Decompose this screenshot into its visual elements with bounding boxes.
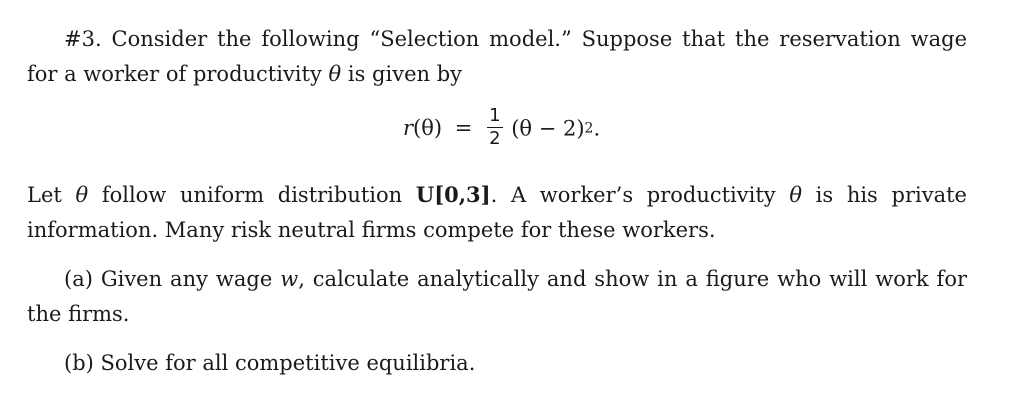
eq-fraction — [487, 106, 502, 149]
eq-denominator: 2 — [489, 128, 501, 149]
part-b-text: (b) Solve for all competitive equilibria. — [64, 351, 476, 375]
part-a-2: , calculate analytically and show in a figure who will work for the firms. — [27, 267, 967, 326]
dist-u: U — [415, 182, 435, 207]
part-b — [27, 346, 967, 381]
intro-tail: is given by — [347, 62, 463, 86]
eq-exponent: 2 — [584, 120, 594, 137]
eq-r: r — [403, 115, 414, 140]
eq-rhs — [511, 115, 600, 141]
eq-numerator: 1 — [489, 105, 501, 126]
dist-interval: [0,3] — [434, 182, 491, 207]
theta-symbol-2: θ — [75, 183, 89, 207]
part-a — [27, 262, 967, 332]
eq-period: . — [593, 116, 601, 141]
para2-a: Let — [27, 183, 62, 207]
wage-symbol: w — [280, 267, 299, 291]
para2-c: . A worker’s productivity — [490, 183, 776, 207]
eq-arg: (θ) — [413, 115, 443, 140]
theta-symbol: θ — [328, 62, 342, 86]
eq-rhs-base: (θ − 2) — [511, 116, 585, 141]
reservation-wage-equation — [403, 106, 600, 162]
eq-equals: = — [454, 115, 473, 140]
distribution-paragraph — [27, 177, 967, 248]
part-a-1: (a) Given any wage — [64, 267, 273, 291]
theta-symbol-3: θ — [789, 183, 802, 207]
problem-intro — [27, 22, 967, 92]
para2-b: follow uniform distribution — [101, 183, 403, 207]
para2-d: is his private information. Many risk neutral firms compete for these workers. — [27, 183, 967, 242]
intro-text: #3. Consider the following “Selection model.” Suppose that the reservation wage for a worker of productivity — [27, 27, 967, 86]
